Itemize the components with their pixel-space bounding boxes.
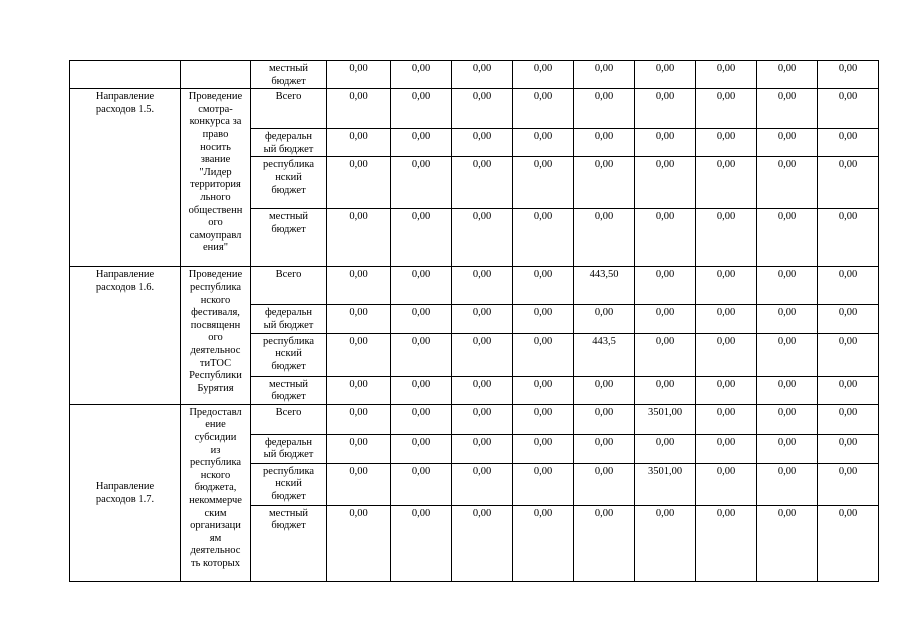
value-cell: 0,00 xyxy=(327,157,391,209)
value-cell: 0,00 xyxy=(452,404,513,434)
value-cell: 0,00 xyxy=(574,434,635,463)
value-cell: 0,00 xyxy=(757,404,818,434)
value-cell: 0,00 xyxy=(635,157,696,209)
source-cell: местный бюджет xyxy=(251,61,327,89)
value-cell: 0,00 xyxy=(635,434,696,463)
source-cell: местный бюджет xyxy=(251,376,327,404)
value-cell: 0,00 xyxy=(818,129,879,157)
value-cell: 0,00 xyxy=(635,267,696,305)
value-cell: 0,00 xyxy=(513,129,574,157)
value-cell: 0,00 xyxy=(391,333,452,376)
value-cell: 0,00 xyxy=(513,463,574,505)
value-cell: 0,00 xyxy=(452,61,513,89)
value-cell: 0,00 xyxy=(513,333,574,376)
value-cell: 0,00 xyxy=(513,209,574,267)
value-cell: 0,00 xyxy=(452,333,513,376)
value-cell: 0,00 xyxy=(574,61,635,89)
value-cell: 0,00 xyxy=(757,209,818,267)
value-cell: 0,00 xyxy=(327,267,391,305)
value-cell: 0,00 xyxy=(696,333,757,376)
value-cell: 0,00 xyxy=(327,376,391,404)
value-cell: 0,00 xyxy=(391,89,452,129)
value-cell: 0,00 xyxy=(574,505,635,581)
source-cell: местный бюджет xyxy=(251,505,327,581)
value-cell: 0,00 xyxy=(574,129,635,157)
value-cell: 0,00 xyxy=(452,89,513,129)
value-cell: 0,00 xyxy=(391,267,452,305)
source-cell: местный бюджет xyxy=(251,209,327,267)
value-cell: 3501,00 xyxy=(635,463,696,505)
value-cell: 0,00 xyxy=(757,505,818,581)
value-cell: 0,00 xyxy=(635,89,696,129)
source-cell: федеральн ый бюджет xyxy=(251,129,327,157)
value-cell: 0,00 xyxy=(574,404,635,434)
value-cell: 0,00 xyxy=(696,209,757,267)
value-cell: 0,00 xyxy=(513,505,574,581)
source-cell: Всего xyxy=(251,267,327,305)
value-cell: 0,00 xyxy=(574,157,635,209)
value-cell: 0,00 xyxy=(391,505,452,581)
value-cell: 0,00 xyxy=(452,505,513,581)
value-cell: 0,00 xyxy=(391,61,452,89)
value-cell: 0,00 xyxy=(513,404,574,434)
value-cell: 0,00 xyxy=(635,209,696,267)
value-cell: 0,00 xyxy=(452,305,513,333)
value-cell: 0,00 xyxy=(818,463,879,505)
value-cell: 0,00 xyxy=(513,157,574,209)
table-row xyxy=(70,404,879,434)
value-cell: 0,00 xyxy=(696,267,757,305)
value-cell: 0,00 xyxy=(757,376,818,404)
value-cell: 0,00 xyxy=(391,305,452,333)
table-row-continuation xyxy=(70,61,879,89)
value-cell: 0,00 xyxy=(818,404,879,434)
value-cell: 0,00 xyxy=(513,376,574,404)
value-cell: 443,50 xyxy=(574,267,635,305)
value-cell: 0,00 xyxy=(635,376,696,404)
value-cell: 0,00 xyxy=(696,404,757,434)
value-cell: 0,00 xyxy=(327,505,391,581)
source-cell: республика нский бюджет xyxy=(251,333,327,376)
value-cell: 0,00 xyxy=(818,89,879,129)
value-cell: 0,00 xyxy=(327,333,391,376)
value-cell: 0,00 xyxy=(818,333,879,376)
value-cell: 0,00 xyxy=(452,267,513,305)
value-cell: 0,00 xyxy=(696,305,757,333)
direction-cell: Направление расходов 1.5. xyxy=(70,89,181,267)
value-cell: 0,00 xyxy=(452,209,513,267)
description-cell: Проведение смотра- конкурса за право носить звание "Лидер территория льного общественн ого самоуправл ения" xyxy=(181,89,251,267)
value-cell: 0,00 xyxy=(757,157,818,209)
value-cell: 0,00 xyxy=(327,61,391,89)
value-cell: 0,00 xyxy=(757,89,818,129)
table-row xyxy=(70,267,879,305)
value-cell: 0,00 xyxy=(327,434,391,463)
value-cell: 0,00 xyxy=(757,129,818,157)
value-cell: 0,00 xyxy=(327,89,391,129)
value-cell: 0,00 xyxy=(391,209,452,267)
value-cell: 0,00 xyxy=(574,209,635,267)
value-cell: 0,00 xyxy=(513,89,574,129)
value-cell: 0,00 xyxy=(513,61,574,89)
value-cell: 0,00 xyxy=(327,404,391,434)
value-cell: 0,00 xyxy=(391,404,452,434)
value-cell: 0,00 xyxy=(818,209,879,267)
value-cell: 0,00 xyxy=(696,376,757,404)
value-cell: 0,00 xyxy=(327,305,391,333)
value-cell: 0,00 xyxy=(391,463,452,505)
source-cell: Всего xyxy=(251,89,327,129)
value-cell: 0,00 xyxy=(818,305,879,333)
source-cell: федеральн ый бюджет xyxy=(251,434,327,463)
value-cell: 0,00 xyxy=(635,61,696,89)
value-cell: 0,00 xyxy=(391,129,452,157)
value-cell: 0,00 xyxy=(635,333,696,376)
value-cell: 0,00 xyxy=(574,376,635,404)
value-cell: 0,00 xyxy=(574,463,635,505)
value-cell: 0,00 xyxy=(818,157,879,209)
description-cell: Проведение республика нского фестиваля, посвященн ого деятельнос тиТОС Республики Бурятия xyxy=(181,267,251,404)
value-cell: 0,00 xyxy=(574,305,635,333)
value-cell: 0,00 xyxy=(513,267,574,305)
value-cell: 443,5 xyxy=(574,333,635,376)
value-cell: 0,00 xyxy=(391,376,452,404)
value-cell: 0,00 xyxy=(635,505,696,581)
value-cell: 0,00 xyxy=(757,434,818,463)
value-cell: 0,00 xyxy=(327,463,391,505)
budget-table xyxy=(69,60,879,582)
value-cell: 0,00 xyxy=(757,333,818,376)
source-cell: республика нский бюджет xyxy=(251,157,327,209)
value-cell: 0,00 xyxy=(452,129,513,157)
value-cell: 0,00 xyxy=(696,129,757,157)
value-cell: 0,00 xyxy=(391,434,452,463)
value-cell: 0,00 xyxy=(513,305,574,333)
value-cell: 0,00 xyxy=(391,157,452,209)
description-cell-empty xyxy=(181,61,251,89)
value-cell: 0,00 xyxy=(696,505,757,581)
value-cell: 0,00 xyxy=(696,434,757,463)
value-cell: 3501,00 xyxy=(635,404,696,434)
description-cell: Предоставл ение субсидии из республика нского бюджета, некоммерче ским организаци ям деятельнос ть которых xyxy=(181,404,251,581)
value-cell: 0,00 xyxy=(757,305,818,333)
value-cell: 0,00 xyxy=(818,505,879,581)
value-cell: 0,00 xyxy=(452,157,513,209)
value-cell: 0,00 xyxy=(818,61,879,89)
direction-cell: Направление расходов 1.6. xyxy=(70,267,181,404)
direction-cell: Направление расходов 1.7. xyxy=(70,404,181,581)
value-cell: 0,00 xyxy=(635,129,696,157)
value-cell: 0,00 xyxy=(452,376,513,404)
value-cell: 0,00 xyxy=(696,61,757,89)
value-cell: 0,00 xyxy=(574,89,635,129)
value-cell: 0,00 xyxy=(327,129,391,157)
value-cell: 0,00 xyxy=(635,305,696,333)
value-cell: 0,00 xyxy=(327,209,391,267)
value-cell: 0,00 xyxy=(696,157,757,209)
value-cell: 0,00 xyxy=(818,434,879,463)
value-cell: 0,00 xyxy=(757,463,818,505)
value-cell: 0,00 xyxy=(696,463,757,505)
value-cell: 0,00 xyxy=(513,434,574,463)
value-cell: 0,00 xyxy=(696,89,757,129)
value-cell: 0,00 xyxy=(818,376,879,404)
direction-cell-empty xyxy=(70,61,181,89)
value-cell: 0,00 xyxy=(757,267,818,305)
source-cell: республика нский бюджет xyxy=(251,463,327,505)
source-cell: федеральн ый бюджет xyxy=(251,305,327,333)
value-cell: 0,00 xyxy=(452,463,513,505)
value-cell: 0,00 xyxy=(818,267,879,305)
value-cell: 0,00 xyxy=(452,434,513,463)
value-cell: 0,00 xyxy=(757,61,818,89)
table-row xyxy=(70,89,879,129)
source-cell: Всего xyxy=(251,404,327,434)
